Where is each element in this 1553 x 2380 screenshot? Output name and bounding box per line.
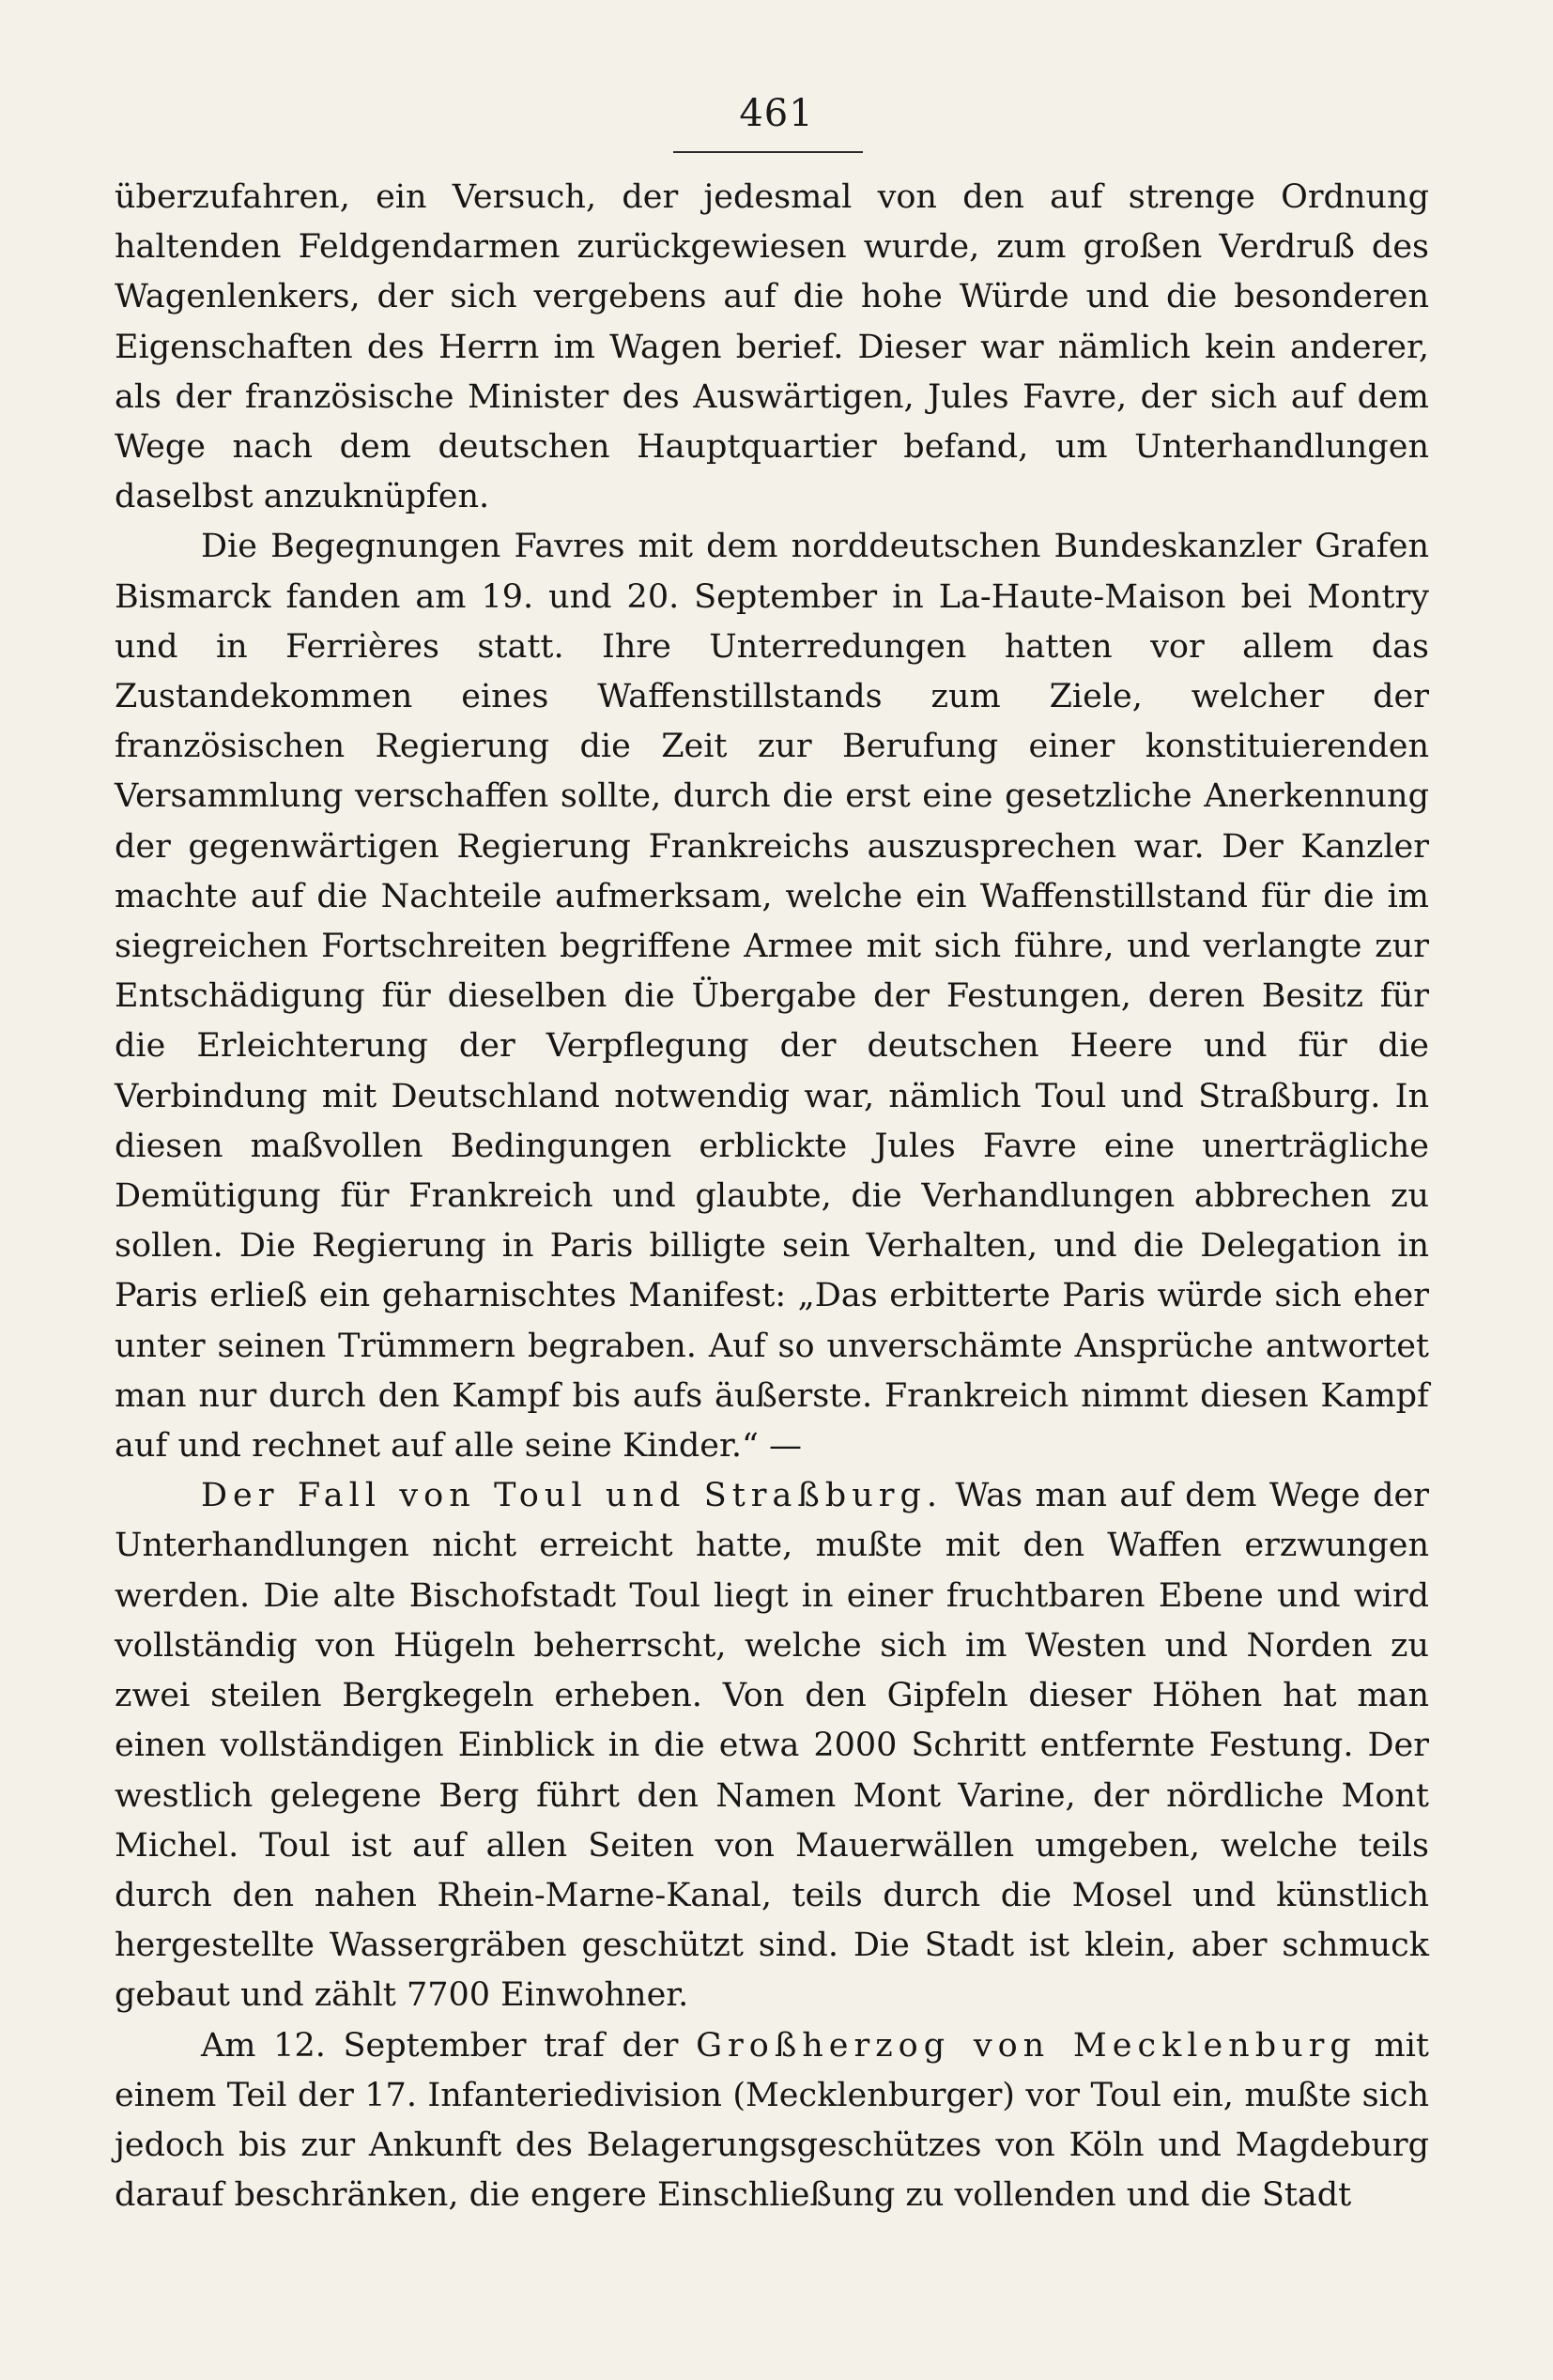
- paragraph-1-text: überzufahren, ein Versuch, der jedesmal von den auf strenge Ordnung haltenden Feldgendarmen zurückgewiesen wurde, zum großen Verdruß des Wagenlenkers, der sich vergebens auf die hohe Würde und die besonderen Eigenschaften des Herrn im Wagen berief. Dieser war nämlich kein anderer, als der französische Minister des Auswärtigen, Jules Favre, der sich auf dem Wege nach dem deutschen Hauptquartier befand, um Unterhandlungen daselbst anzuknüpfen.: [115, 178, 1429, 516]
- body-text: [115, 173, 1429, 2220]
- page-number: 461: [739, 92, 814, 135]
- header-rule: [673, 151, 863, 153]
- paragraph-4-text: mit einem Teil der 17. Infanteriedivision (Mecklenburger) vor Toul ein, mußte sich jedoch bis zur Ankunft des Belagerungsgeschützes von Köln und Magdeburg darauf beschränken, die engere Einschließung zu vollenden und die Stadt: [115, 2026, 1429, 2215]
- paragraph-2: [115, 522, 1429, 1471]
- spaced-name-grossherzog: Großherzog von Mecklenburg: [696, 2026, 1357, 2065]
- section-heading-fall-von-toul: Der Fall von Toul und Straßburg.: [201, 1477, 943, 1515]
- paragraph-1: [115, 173, 1429, 522]
- paragraph-4: [115, 2021, 1429, 2221]
- paragraph-3: [115, 1471, 1429, 2020]
- paragraph-2-text: Die Begegnungen Favres mit dem norddeutschen Bundeskanzler Grafen Bismarck fanden am 19. und 20. September in La-Haute-Maison bei Montry und in Ferrières statt. Ihre Unterredungen hatten vor allem das Zustandekommen eines Waffenstillstands zum Ziele, welcher der französischen Regierung die Zeit zur Berufung einer konstituierenden Versammlung verschaffen sollte, durch die erst eine gesetzliche Anerkennung der gegenwärtigen Regierung Frankreichs auszusprechen war. Der Kanzler machte auf die Nachteile aufmerksam, welche ein Waffenstillstand für die im siegreichen Fortschreiten begriffene Armee mit sich führe, und verlangte zur Entschädigung für dieselben die Übergabe der Festungen, deren Besitz für die Erleichterung der Verpflegung der deutschen Heere und für die Verbindung mit Deutschland notwendig war, nämlich Toul und Straßburg. In diesen maßvollen Bedingungen erblickte Jules Favre eine unerträgliche Demütigung für Frankreich und glaubte, die Verhandlungen abbrechen zu sollen. Die Regierung in Paris billigte sein Verhalten, und die Delegation in Paris erließ ein geharnischtes Manifest: „Das erbitterte Paris würde sich eher unter seinen Trümmern begraben. Auf so unverschämte Ansprüche antwortet man nur durch den Kampf bis aufs äußerste. Frankreich nimmt diesen Kampf auf und rechnet auf alle seine Kinder.“ —: [115, 528, 1429, 1466]
- paragraph-4-lead: Am 12. September traf der: [201, 2026, 679, 2065]
- paragraph-3-text: Was man auf dem Wege der Unterhandlungen nicht erreicht hatte, mußte mit den Waffen erzwungen werden. Die alte Bischofstadt Toul liegt in einer fruchtbaren Ebene und wird vollständig von Hügeln beherrscht, welche sich im Westen und Norden zu zwei steilen Bergkegeln erheben. Von den Gipfeln dieser Höhen hat man einen vollständigen Einblick in die etwa 2000 Schritt entfernte Festung. Der westlich gelegene Berg führt den Namen Mont Varine, der nördliche Mont Michel. Toul ist auf allen Seiten von Mauerwällen umgeben, welche teils durch den nahen Rhein-Marne-Kanal, teils durch die Mosel und künstlich hergestellte Wassergräben geschützt sind. Die Stadt ist klein, aber schmuck gebaut und zählt 7700 Einwohner.: [115, 1477, 1429, 2015]
